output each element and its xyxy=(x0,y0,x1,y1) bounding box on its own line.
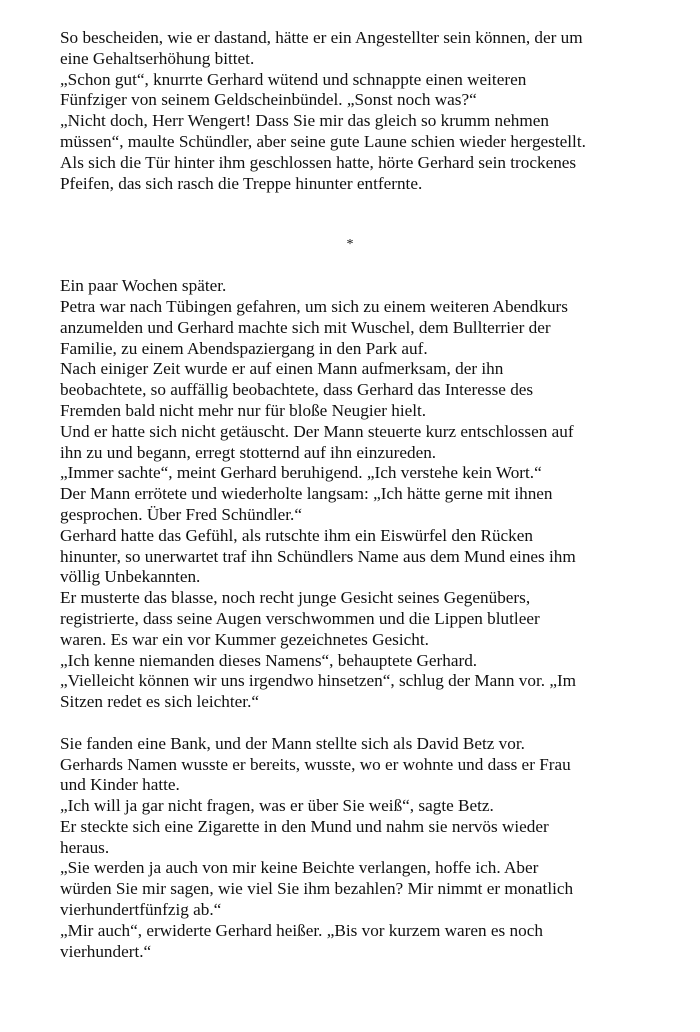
text-line: Petra war nach Tübingen gefahren, um sich zu einem weiteren Abendkurs xyxy=(60,296,568,316)
text-line: Er steckte sich eine Zigarette in den Mund und nahm sie nervös wieder xyxy=(60,816,549,836)
text-line: waren. Es war ein vor Kummer gezeichnetes Gesicht. xyxy=(60,629,429,649)
text-line: „Vielleicht können wir uns irgendwo hinsetzen“, schlug der Mann vor. „Im xyxy=(60,671,577,691)
paragraph-block-2 xyxy=(60,276,640,713)
text-line: vierhundert.“ xyxy=(60,941,152,961)
text-line: müssen“, maulte Schündler, aber seine gute Laune schien wieder hergestellt. xyxy=(60,131,586,151)
text-line: Fünfziger von seinem Geldscheinbündel. „Sonst noch was?“ xyxy=(60,90,477,110)
text-line: Als sich die Tür hinter ihm geschlossen hatte, hörte Gerhard sein trockenes xyxy=(60,152,577,172)
text-line: „Nicht doch, Herr Wengert! Dass Sie mir das gleich so krumm nehmen xyxy=(60,111,549,131)
text-line: Gerhards Namen wusste er bereits, wusste, wo er wohnte und dass er Frau xyxy=(60,754,571,774)
section-separator: * xyxy=(346,237,354,253)
text-line: würden Sie mir sagen, wie viel Sie ihm bezahlen? Mir nimmt er monatlich xyxy=(60,879,574,899)
text-line: Er musterte das blasse, noch recht junge Gesicht seines Gegenübers, xyxy=(60,588,531,608)
text-line: anzumelden und Gerhard machte sich mit Wuschel, dem Bullterrier der xyxy=(60,317,551,337)
text-line: und Kinder hatte. xyxy=(60,775,180,795)
text-line: „Sie werden ja auch von mir keine Beichte verlangen, hoffe ich. Aber xyxy=(60,858,539,878)
text-line: Fremden bald nicht mehr nur für bloße Neugier hielt. xyxy=(60,400,427,420)
text-line: Gerhard hatte das Gefühl, als rutschte ihm ein Eiswürfel den Rücken xyxy=(60,525,533,545)
text-line: gesprochen. Über Fred Schündler.“ xyxy=(60,504,302,524)
text-line: Nach einiger Zeit wurde er auf einen Mann aufmerksam, der ihn xyxy=(60,359,504,379)
text-line: „Mir auch“, erwiderte Gerhard heißer. „Bis vor kurzem waren es noch xyxy=(60,920,543,940)
document-page xyxy=(60,28,640,962)
text-line: registrierte, dass seine Augen verschwommen und die Lippen blutleer xyxy=(60,608,540,628)
text-line: So bescheiden, wie er dastand, hätte er ein Angestellter sein können, der um xyxy=(60,28,583,47)
text-line: Pfeifen, das sich rasch die Treppe hinunter entfernte. xyxy=(60,173,423,193)
text-line: ihn zu und begann, erregt stotternd auf ihn einzureden. xyxy=(60,442,437,462)
paragraph-block-3 xyxy=(60,734,640,963)
text-line: Sitzen redet es sich leichter.“ xyxy=(60,692,260,712)
text-line: „Ich kenne niemanden dieses Namens“, behauptete Gerhard. xyxy=(60,650,478,670)
text-line: Und er hatte sich nicht getäuscht. Der Mann steuerte kurz entschlossen auf xyxy=(60,421,574,441)
text-line: „Ich will ja gar nicht fragen, was er über Sie weiß“, sagte Betz. xyxy=(60,796,494,816)
text-line: heraus. xyxy=(60,837,110,857)
paragraph-block-1 xyxy=(60,28,640,194)
text-line: Sie fanden eine Bank, und der Mann stellte sich als David Betz vor. xyxy=(60,733,525,753)
text-line: Familie, zu einem Abendspaziergang in den Park auf. xyxy=(60,338,428,358)
text-line: vierhundertfünfzig ab.“ xyxy=(60,900,222,920)
paragraph-gap xyxy=(60,713,640,734)
text-line: hinunter, so unerwartet traf ihn Schündlers Name aus dem Mund eines ihm xyxy=(60,546,576,566)
text-line: „Immer sachte“, meint Gerhard beruhigend. „Ich verstehe kein Wort.“ xyxy=(60,463,542,483)
text-line: Ein paar Wochen später. xyxy=(60,276,227,296)
text-line: völlig Unbekannten. xyxy=(60,567,201,587)
text-line: eine Gehaltserhöhung bittet. xyxy=(60,48,255,68)
text-line: Der Mann errötete und wiederholte langsam: „Ich hätte gerne mit ihnen xyxy=(60,484,553,504)
text-line: „Schon gut“, knurrte Gerhard wütend und schnappte einen weiteren xyxy=(60,69,527,89)
text-line: beobachtete, so auffällig beobachtete, dass Gerhard das Interesse des xyxy=(60,380,534,400)
